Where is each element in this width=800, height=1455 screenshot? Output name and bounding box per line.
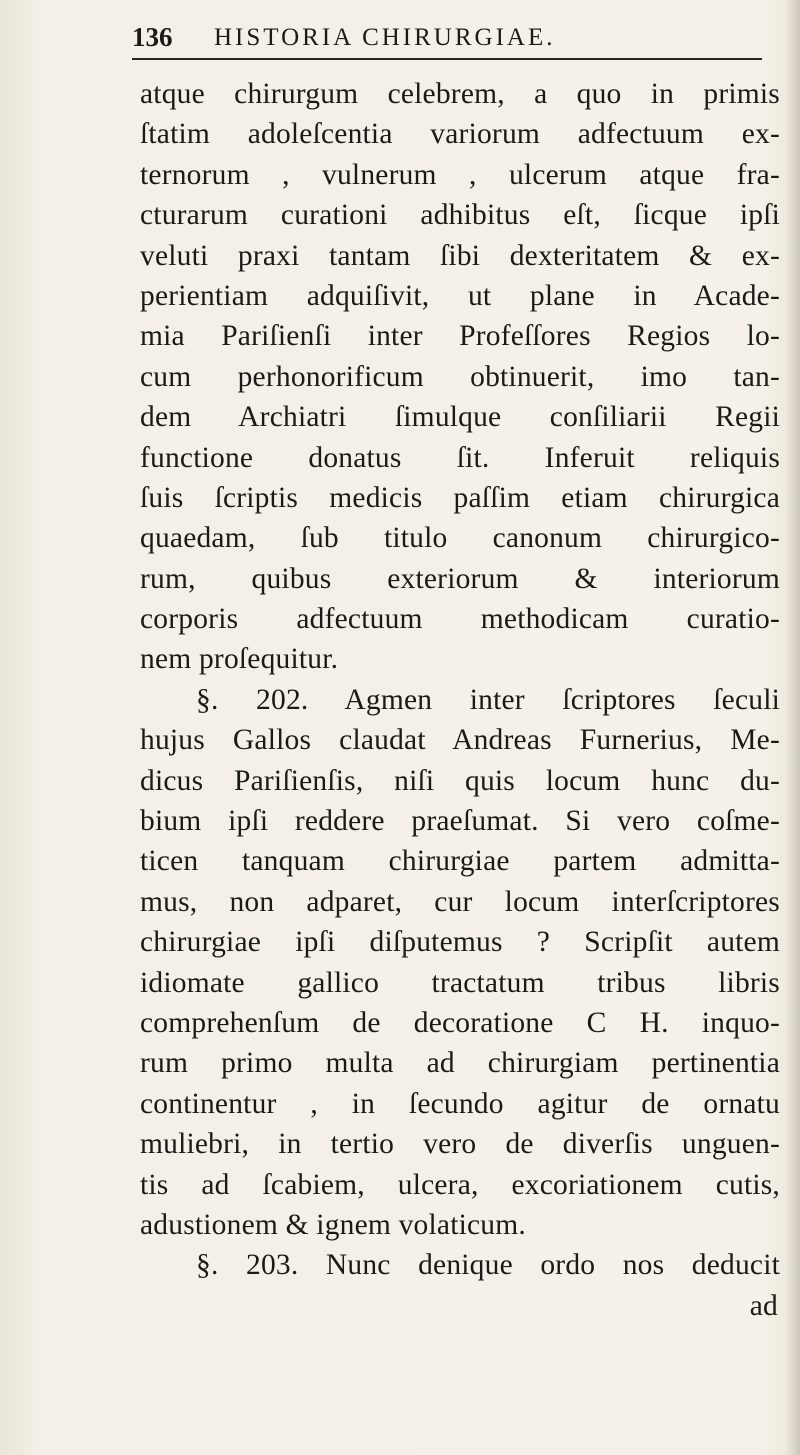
text-line: ſtatim adoleſcentia variorum adfectuum ex- [140,118,780,151]
text-line: tis ad ſcabiem, ulcera, excoriationem cutis, [140,1168,780,1201]
running-title: HISTORIA CHIRURGIAE. [214,24,556,51]
text-line: cum perhonorificum obtinuerit, imo tan- [140,360,780,393]
body-text [140,74,780,1326]
text-line: veluti praxi tantam ſibi dexteritatem & ex- [140,239,780,272]
text-line: hujus Gallos claudat Andreas Furnerius, Me- [140,724,780,757]
text-line: dicus Pariſienſis, niſi quis locum hunc du- [140,764,780,797]
text-line: perientiam adquiſivit, ut plane in Acade- [140,279,780,312]
text-line: ternorum , vulnerum , ulcerum atque fra- [140,158,780,191]
text-line: dem Archiatri ſimulque conſiliarii Regii [140,401,780,434]
text-line: comprehenſum de decoratione C H. inquo- [140,1006,780,1039]
section-start-line: §. 203. Nunc denique ordo nos deducit [196,1249,780,1282]
text-line: nem proſequitur. [140,643,339,676]
text-line: ſuis ſcriptis medicis paſſim etiam chirurgica [140,481,780,514]
text-line: bium ipſi reddere praeſumat. Si vero coſme- [140,805,780,838]
text-line: rum, quibus exteriorum & interiorum [140,562,780,595]
text-line: chirurgiae ipſi diſputemus ? Scripſit autem [140,926,780,959]
text-line: adustionem & ignem volaticum. [140,1208,526,1241]
text-line: muliebri, in tertio vero de diverſis unguen- [140,1128,780,1161]
catchword: ad [749,1289,778,1322]
text-line: continentur , in ſecundo agitur de ornatu [140,1087,780,1120]
text-line: functione donatus ſit. Inferuit reliquis [140,441,780,474]
header-rule [132,58,762,60]
text-line: ticen tanquam chirurgiae partem admitta- [140,845,780,878]
text-line: atque chirurgum celebrem, a quo in primis [140,78,780,110]
text-line: mus, non adparet, cur locum interſcriptores [140,885,780,918]
page-edge-shadow [786,0,800,1455]
text-line: corporis adfectuum methodicam curatio- [140,603,780,636]
page-number: 136 [132,22,173,52]
text-line: rum primo multa ad chirurgiam pertinentia [140,1047,780,1080]
section-start-line: §. 202. Agmen inter ſcriptores ſeculi [196,683,780,716]
text-line: quaedam, ſub titulo canonum chirurgico- [140,522,780,555]
text-line: cturarum curationi adhibitus eſt, ſicque ipſi [140,199,780,232]
running-head [132,20,772,68]
text-line: idiomate gallico tractatum tribus libris [140,966,780,999]
text-line: mia Pariſienſi inter Profeſſores Regios lo- [140,320,780,353]
